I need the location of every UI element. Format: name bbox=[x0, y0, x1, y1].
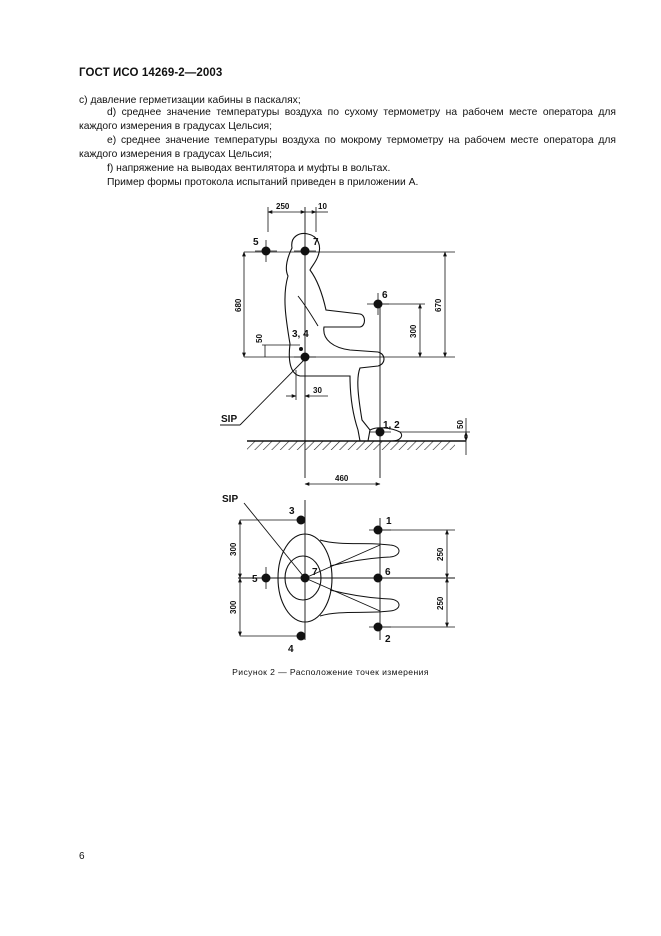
dimension-50-seat-label: 50 bbox=[255, 334, 264, 343]
dimension-250-upper-label: 250 bbox=[436, 547, 445, 561]
figure-caption: Рисунок 2 — Расположение точек измерения bbox=[232, 667, 429, 677]
dimension-300-hand-label: 300 bbox=[409, 324, 418, 338]
points-3-4-label: 3, 4 bbox=[292, 329, 309, 340]
paragraph-annex-reference: Пример формы протокола испытаний приведен в приложении А. bbox=[107, 177, 419, 188]
top-point-7-label: 7 bbox=[312, 567, 318, 578]
point-7-label: 7 bbox=[313, 237, 319, 248]
measurement-point-2-top bbox=[369, 623, 391, 632]
paragraph-f: f) напряжение на выводах вентилятора и муфты в вольтах. bbox=[107, 163, 391, 174]
sip-label-top: SIP bbox=[222, 494, 239, 505]
top-point-4-label: 4 bbox=[288, 644, 294, 655]
point-5-label: 5 bbox=[253, 237, 259, 248]
paragraph-d: d) среднее значение температуры воздуха по сухому термометру на рабочем месте оператора для каждого измерения в градусах Цельсия; bbox=[79, 107, 616, 132]
dimension-670-label: 670 bbox=[434, 298, 443, 312]
top-point-6-label: 6 bbox=[385, 567, 391, 578]
sip-label-side: SIP bbox=[221, 414, 238, 425]
point-6-label: 6 bbox=[382, 290, 388, 301]
points-1-2-label: 1, 2 bbox=[383, 420, 400, 431]
measurement-point-3-top bbox=[297, 516, 306, 525]
measurement-point-6-top bbox=[374, 574, 383, 583]
top-point-1-label: 1 bbox=[386, 516, 392, 527]
top-view bbox=[238, 500, 455, 641]
paragraph-e: e) среднее значение температуры воздуха по мокрому термометру на рабочем месте оператора для каждого измерения в градусах Цельсия; bbox=[79, 135, 616, 160]
measurement-point-5-top bbox=[262, 567, 271, 589]
dimension-300-upper-label: 300 bbox=[229, 542, 238, 556]
dimension-10-label: 10 bbox=[318, 202, 327, 211]
top-point-3-label: 3 bbox=[289, 506, 295, 517]
top-point-5-label: 5 bbox=[252, 574, 258, 585]
dimension-300-lower-label: 300 bbox=[229, 600, 238, 614]
paragraph-c: c) давление герметизации кабины в паскалях; bbox=[79, 95, 301, 106]
top-point-2-label: 2 bbox=[385, 634, 391, 645]
dimension-680-label: 680 bbox=[234, 298, 243, 312]
page-number: 6 bbox=[79, 851, 85, 862]
measurement-points-drawing bbox=[0, 195, 661, 665]
measurement-point-4-top bbox=[297, 632, 306, 641]
dimension-30-label: 30 bbox=[313, 386, 322, 395]
top-view-labels bbox=[222, 494, 445, 655]
floor-hatching bbox=[247, 441, 455, 450]
dimension-250-lower-label: 250 bbox=[436, 596, 445, 610]
measurement-points-figure bbox=[0, 195, 661, 665]
measurement-point-7-top bbox=[301, 574, 310, 583]
sip-leader-top bbox=[244, 503, 304, 577]
side-view bbox=[220, 207, 470, 484]
document-header: ГОСТ ИСО 14269-2—2003 bbox=[79, 67, 223, 79]
dimension-460-label: 460 bbox=[335, 474, 349, 483]
sip-leader-side bbox=[240, 360, 304, 425]
dimension-50-floor-label: 50 bbox=[456, 420, 465, 429]
dimension-250-label: 250 bbox=[276, 202, 290, 211]
